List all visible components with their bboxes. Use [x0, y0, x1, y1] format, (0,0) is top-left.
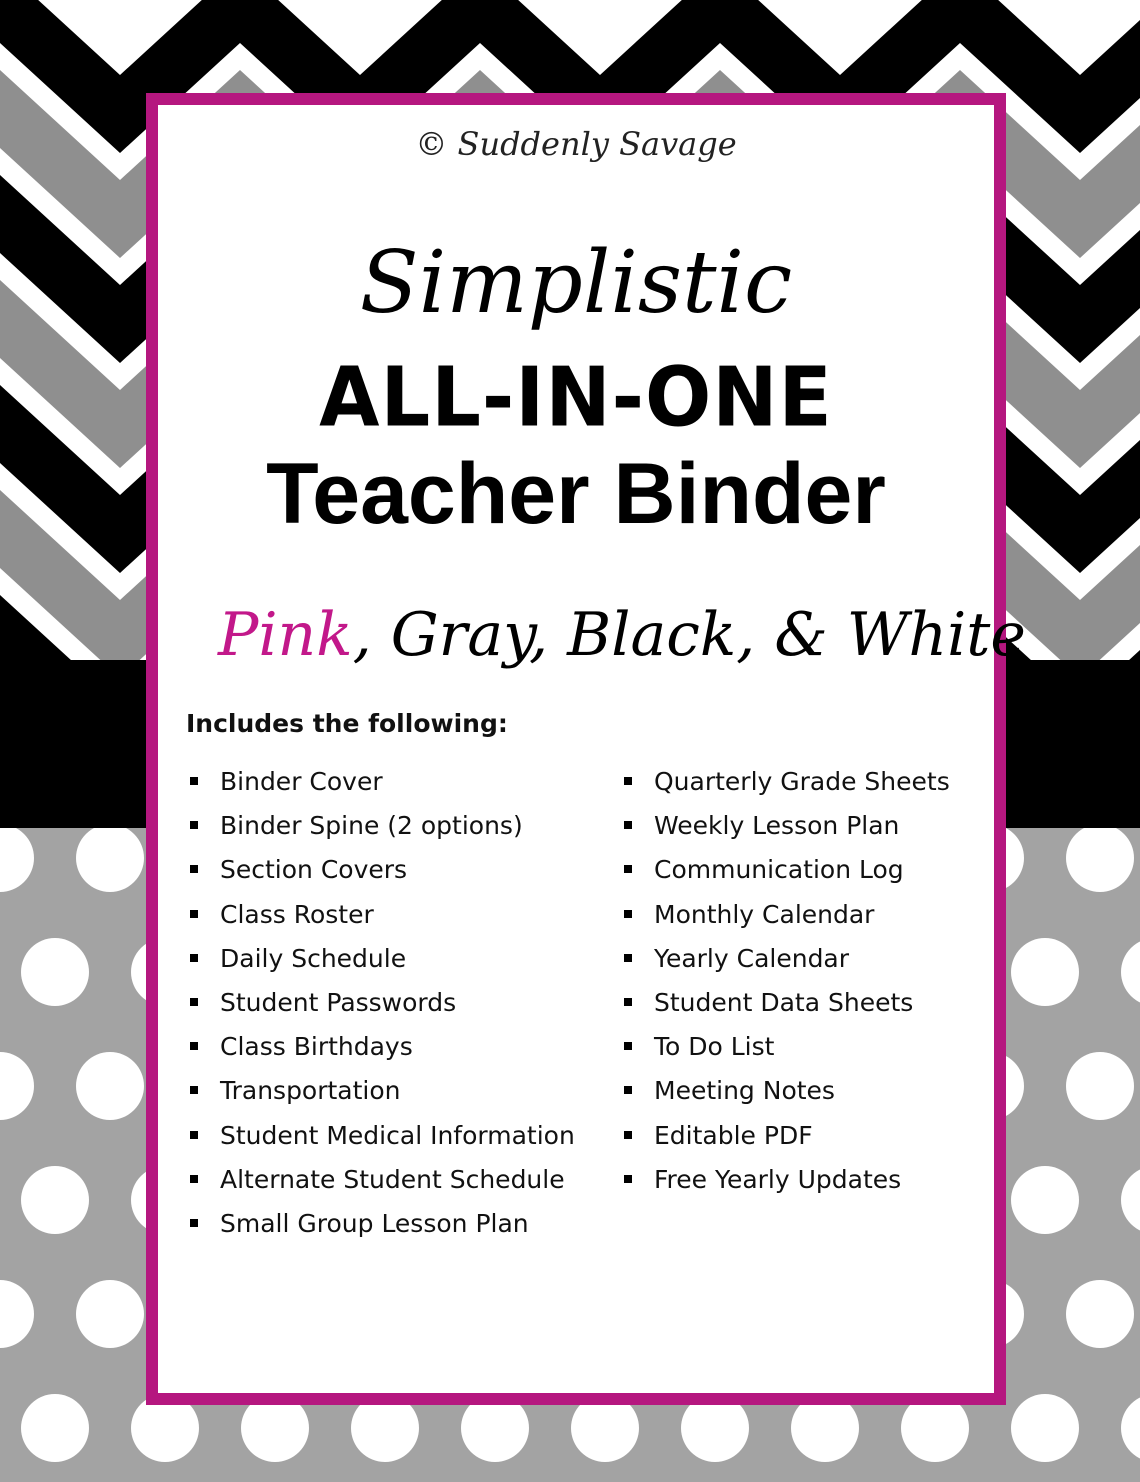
- polka-dot: [1066, 1052, 1134, 1120]
- list-item: Daily Schedule: [188, 937, 575, 981]
- list-item: Editable PDF: [622, 1114, 950, 1158]
- list-item: Section Covers: [188, 848, 575, 892]
- bullet-icon: [190, 954, 198, 962]
- title-script: Simplistic: [359, 233, 793, 333]
- bullet-icon: [190, 910, 198, 918]
- list-item: Small Group Lesson Plan: [188, 1202, 575, 1246]
- includes-list-left: [188, 760, 575, 1246]
- bullet-icon: [624, 1175, 632, 1183]
- color-rest-words: , Gray, Black, & White: [352, 600, 1026, 670]
- bullet-icon: [624, 1131, 632, 1139]
- bullet-icon: [624, 821, 632, 829]
- title-main: Teacher Binder: [266, 446, 886, 542]
- includes-list-right: [622, 760, 950, 1202]
- bullet-icon: [624, 910, 632, 918]
- list-item: Binder Cover: [188, 760, 575, 804]
- copyright-text: © Suddenly Savage: [415, 125, 737, 163]
- includes-heading: Includes the following:: [186, 709, 508, 738]
- list-item: Class Roster: [188, 893, 575, 937]
- list-item: Alternate Student Schedule: [188, 1158, 575, 1202]
- bullet-icon: [190, 1086, 198, 1094]
- bullet-icon: [190, 998, 198, 1006]
- list-item: Communication Log: [622, 848, 950, 892]
- list-item: Binder Spine (2 options): [188, 804, 575, 848]
- polka-dot: [21, 1394, 89, 1462]
- bullet-icon: [190, 1175, 198, 1183]
- list-item: Free Yearly Updates: [622, 1158, 950, 1202]
- polka-dot: [21, 1166, 89, 1234]
- polka-dot: [1066, 1280, 1134, 1348]
- list-item: To Do List: [622, 1025, 950, 1069]
- bullet-icon: [624, 777, 632, 785]
- polka-dot: [1011, 1166, 1079, 1234]
- bullet-icon: [190, 1131, 198, 1139]
- color-pink-word: Pink: [218, 600, 353, 670]
- bullet-icon: [624, 865, 632, 873]
- list-item: Quarterly Grade Sheets: [622, 760, 950, 804]
- bullet-icon: [190, 821, 198, 829]
- bullet-icon: [190, 1042, 198, 1050]
- polka-dot: [76, 1052, 144, 1120]
- polka-dot: [21, 938, 89, 1006]
- list-item: Class Birthdays: [188, 1025, 575, 1069]
- polka-dot: [1011, 1394, 1079, 1462]
- cover-card: [146, 93, 1026, 1405]
- list-item: Student Medical Information: [188, 1114, 575, 1158]
- list-item: Weekly Lesson Plan: [622, 804, 950, 848]
- bullet-icon: [624, 998, 632, 1006]
- bullet-icon: [624, 1042, 632, 1050]
- bullet-icon: [624, 1086, 632, 1094]
- list-item: Monthly Calendar: [622, 893, 950, 937]
- list-item: Yearly Calendar: [622, 937, 950, 981]
- bullet-icon: [624, 954, 632, 962]
- list-item: Student Passwords: [188, 981, 575, 1025]
- list-item: Transportation: [188, 1069, 575, 1113]
- bullet-icon: [190, 1219, 198, 1227]
- title-block: ALL-IN-ONE: [319, 350, 833, 446]
- bullet-icon: [190, 777, 198, 785]
- bullet-icon: [190, 865, 198, 873]
- polka-dot: [1011, 938, 1079, 1006]
- list-item: Meeting Notes: [622, 1069, 950, 1113]
- list-item: Student Data Sheets: [622, 981, 950, 1025]
- color-scheme-line: [218, 600, 1026, 670]
- polka-dot: [76, 1280, 144, 1348]
